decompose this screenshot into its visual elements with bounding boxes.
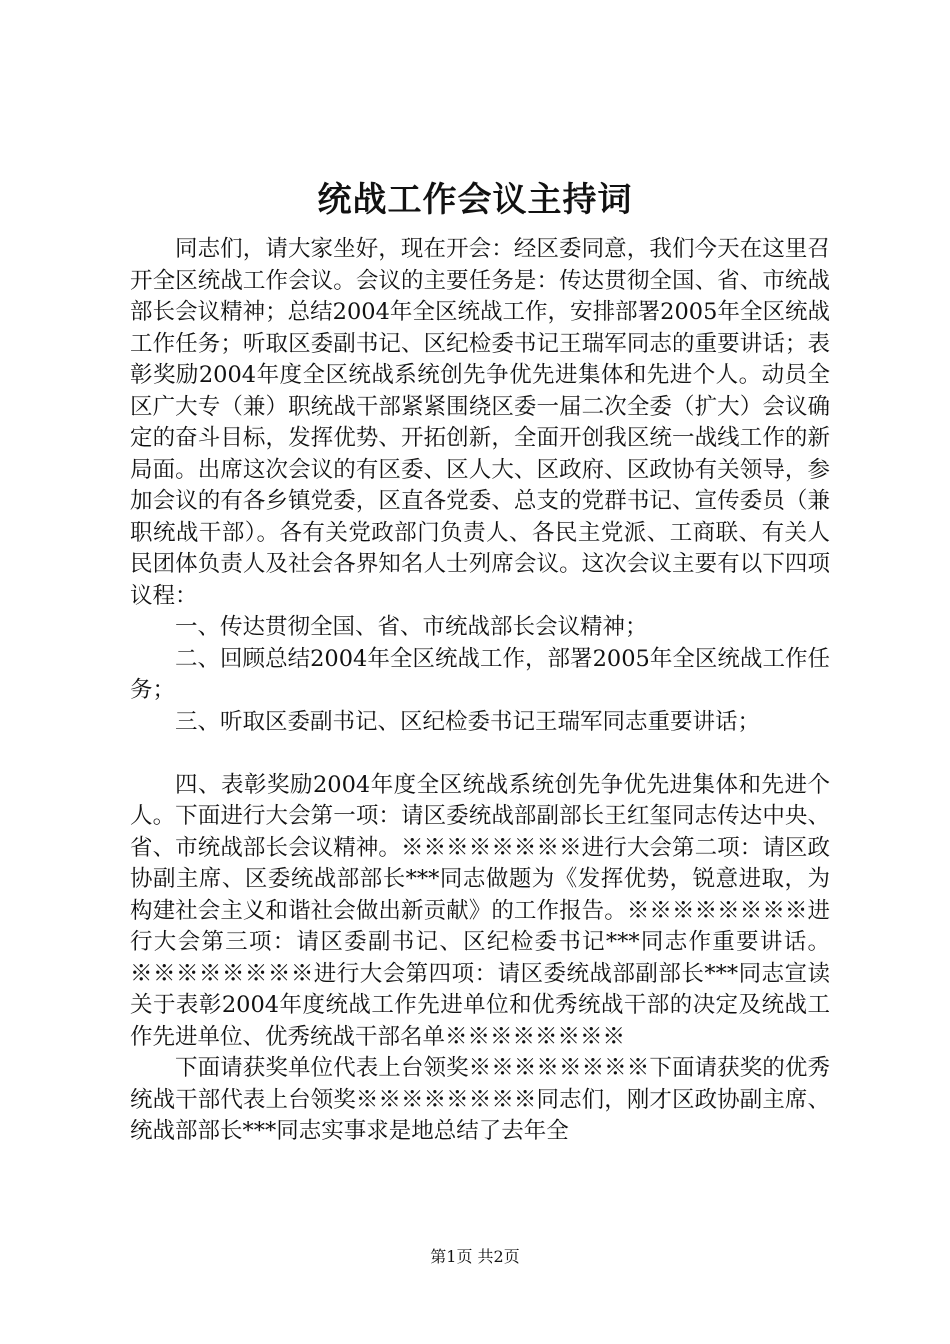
paragraph-agenda-1: 一、传达贯彻全国、省、市统战部长会议精神； bbox=[175, 614, 648, 640]
document-title: 统战工作会议主持词 bbox=[317, 180, 633, 220]
paragraph-intro: 同志们，请大家坐好，现在开会：经区委同意，我们今天在这里召开全区统战工作会议。会议的主要任务是：传达贯彻全国、省、市统战部长会议精神；总结2004年全区统战工作，安排部署2005年全区统战工作任务；听取区委副书记、区纪检委书记王瑞军同志的重要讲话；表彰奖励2004年度全区统战系统创先争优先进集体和先进个人。动员全区广大专（兼）职统战干部紧紧围绕区委一届二次全委（扩大）会议确定的奋斗目标，发挥优势、开拓创新，全面开创我区统一战线工作的新局面。出席这次会议的有区委、区人大、区政府、区政协有关领导，参加会议的有各乡镇党委，区直各党委、总支的党群书记、宣传委员（兼职统战干部）。各有关党政部门负责人、各民主党派、工商联、有关人民团体负责人及社会各界知名人士列席会议。这次会议主要有以下四项议程： bbox=[130, 236, 830, 609]
paragraph-agenda-3: 三、听取区委副书记、区纪检委书记王瑞军同志重要讲话； bbox=[175, 708, 761, 735]
page-footer: 第1页 共2页 bbox=[430, 1247, 520, 1266]
document-body bbox=[130, 234, 830, 1148]
paragraph-agenda-2: 二、回顾总结2004年全区统战工作，部署2005年全区统战工作任务； bbox=[130, 645, 830, 703]
paragraph-agenda-4: 四、表彰奖励2004年度全区统战系统创先争优先进集体和先进个人。下面进行大会第一项：请区委统战部副部长王红玺同志传达中央、省、市统战部长会议精神。※※※※※※※※进行大会第二项：请区政协副主席、区委统战部部长***同志做题为《发挥优势，锐意进取，为构建社会主义和谐社会做出新贡献》的工作报告。※※※※※※※※进行大会第三项：请区委副书记、区纪检委书记***同志作重要讲话。※※※※※※※※进行大会第四项：请区委统战部副部长***同志宣读关于表彰2004年度统战工作先进单位和优秀统战干部的决定及统战工作先进单位、优秀统战干部名单※※※※※※※※ bbox=[130, 771, 830, 1050]
paragraph-awards: 下面请获奖单位代表上台领奖※※※※※※※※下面请获奖的优秀统战干部代表上台领奖※※※※※※※※同志们，刚才区政协副主席、统战部部长***同志实事求是地总结了去年全 bbox=[130, 1055, 830, 1144]
